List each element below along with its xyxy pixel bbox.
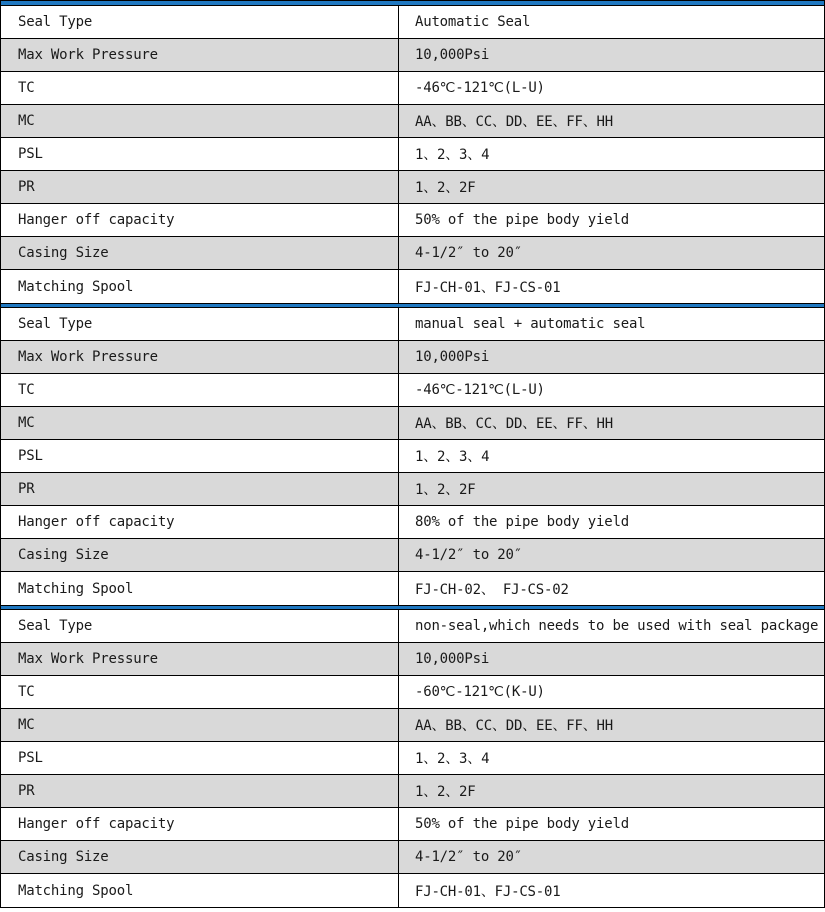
row-label: Casing Size: [1, 237, 399, 269]
table-row: [1, 841, 824, 874]
row-label: Seal Type: [1, 610, 399, 642]
row-label: MC: [1, 105, 399, 137]
row-value: AA、BB、CC、DD、EE、FF、HH: [415, 416, 614, 432]
table-row: [1, 709, 824, 742]
row-value: 50% of the pipe body yield: [415, 816, 629, 832]
row-value: 10,000Psi: [415, 47, 490, 63]
row-value: 4-1/2″ to 20″: [415, 547, 522, 563]
row-label: Hanger off capacity: [1, 506, 399, 538]
spec-table-2: [0, 303, 825, 605]
row-value: 1、2、2F: [415, 180, 476, 196]
row-label: PSL: [1, 138, 399, 170]
row-label: PR: [1, 171, 399, 203]
table-row: [1, 171, 824, 204]
row-value: 50% of the pipe body yield: [415, 212, 629, 228]
spec-table-3: [0, 605, 825, 908]
table-row: [1, 39, 824, 72]
row-label: PR: [1, 473, 399, 505]
table-row: [1, 72, 824, 105]
row-value: 80% of the pipe body yield: [415, 514, 629, 530]
row-value: -46℃-121℃(L-U): [415, 80, 545, 96]
row-label: Seal Type: [1, 6, 399, 38]
row-label: MC: [1, 709, 399, 741]
table-row: [1, 204, 824, 237]
row-label: Matching Spool: [1, 572, 399, 605]
row-label: Casing Size: [1, 841, 399, 873]
row-value: 1、2、3、4: [415, 751, 490, 767]
table-row: [1, 539, 824, 572]
row-value: 4-1/2″ to 20″: [415, 245, 522, 261]
table-row: [1, 506, 824, 539]
table-row: [1, 775, 824, 808]
row-label: Max Work Pressure: [1, 643, 399, 675]
table-row: [1, 237, 824, 270]
row-label: Hanger off capacity: [1, 808, 399, 840]
row-value: non-seal,which needs to be used with seal package: [415, 618, 819, 634]
row-value: FJ-CH-01、FJ-CS-01: [415, 883, 561, 900]
table-row: [1, 808, 824, 841]
row-label: Matching Spool: [1, 270, 399, 303]
row-label: TC: [1, 72, 399, 104]
row-value: 10,000Psi: [415, 349, 490, 365]
table-row: [1, 440, 824, 473]
row-value: FJ-CH-01、FJ-CS-01: [415, 279, 561, 296]
row-value: manual seal + automatic seal: [415, 316, 646, 332]
row-value: FJ-CH-02、 FJ-CS-02: [415, 581, 569, 598]
table-row: [1, 676, 824, 709]
table-row: [1, 473, 824, 506]
row-label: PSL: [1, 440, 399, 472]
table-row: [1, 308, 824, 341]
table-row: [1, 874, 824, 907]
row-value: AA、BB、CC、DD、EE、FF、HH: [415, 718, 614, 734]
table-row: [1, 105, 824, 138]
table-row: [1, 572, 824, 605]
row-label: MC: [1, 407, 399, 439]
table-row: [1, 341, 824, 374]
table-row: [1, 643, 824, 676]
row-label: Matching Spool: [1, 874, 399, 907]
table-row: [1, 742, 824, 775]
row-value: 4-1/2″ to 20″: [415, 849, 522, 865]
row-label: PSL: [1, 742, 399, 774]
row-value: -46℃-121℃(L-U): [415, 382, 545, 398]
row-label: Max Work Pressure: [1, 39, 399, 71]
row-value: 1、2、3、4: [415, 147, 490, 163]
row-value: AA、BB、CC、DD、EE、FF、HH: [415, 114, 614, 130]
row-value: 1、2、2F: [415, 784, 476, 800]
row-label: Max Work Pressure: [1, 341, 399, 373]
table-row: [1, 270, 824, 303]
row-label: Casing Size: [1, 539, 399, 571]
row-value: 1、2、2F: [415, 482, 476, 498]
row-label: PR: [1, 775, 399, 807]
table-row: [1, 407, 824, 440]
table-row: [1, 610, 824, 643]
row-label: Seal Type: [1, 308, 399, 340]
row-value: -60℃-121℃(K-U): [415, 684, 545, 700]
row-label: TC: [1, 374, 399, 406]
row-value: Automatic Seal: [415, 14, 531, 30]
row-value: 10,000Psi: [415, 651, 490, 667]
row-label: Hanger off capacity: [1, 204, 399, 236]
spec-table-1: [0, 0, 825, 303]
table-row: [1, 374, 824, 407]
row-value: 1、2、3、4: [415, 449, 490, 465]
row-label: TC: [1, 676, 399, 708]
table-row: [1, 138, 824, 171]
table-row: [1, 6, 824, 39]
